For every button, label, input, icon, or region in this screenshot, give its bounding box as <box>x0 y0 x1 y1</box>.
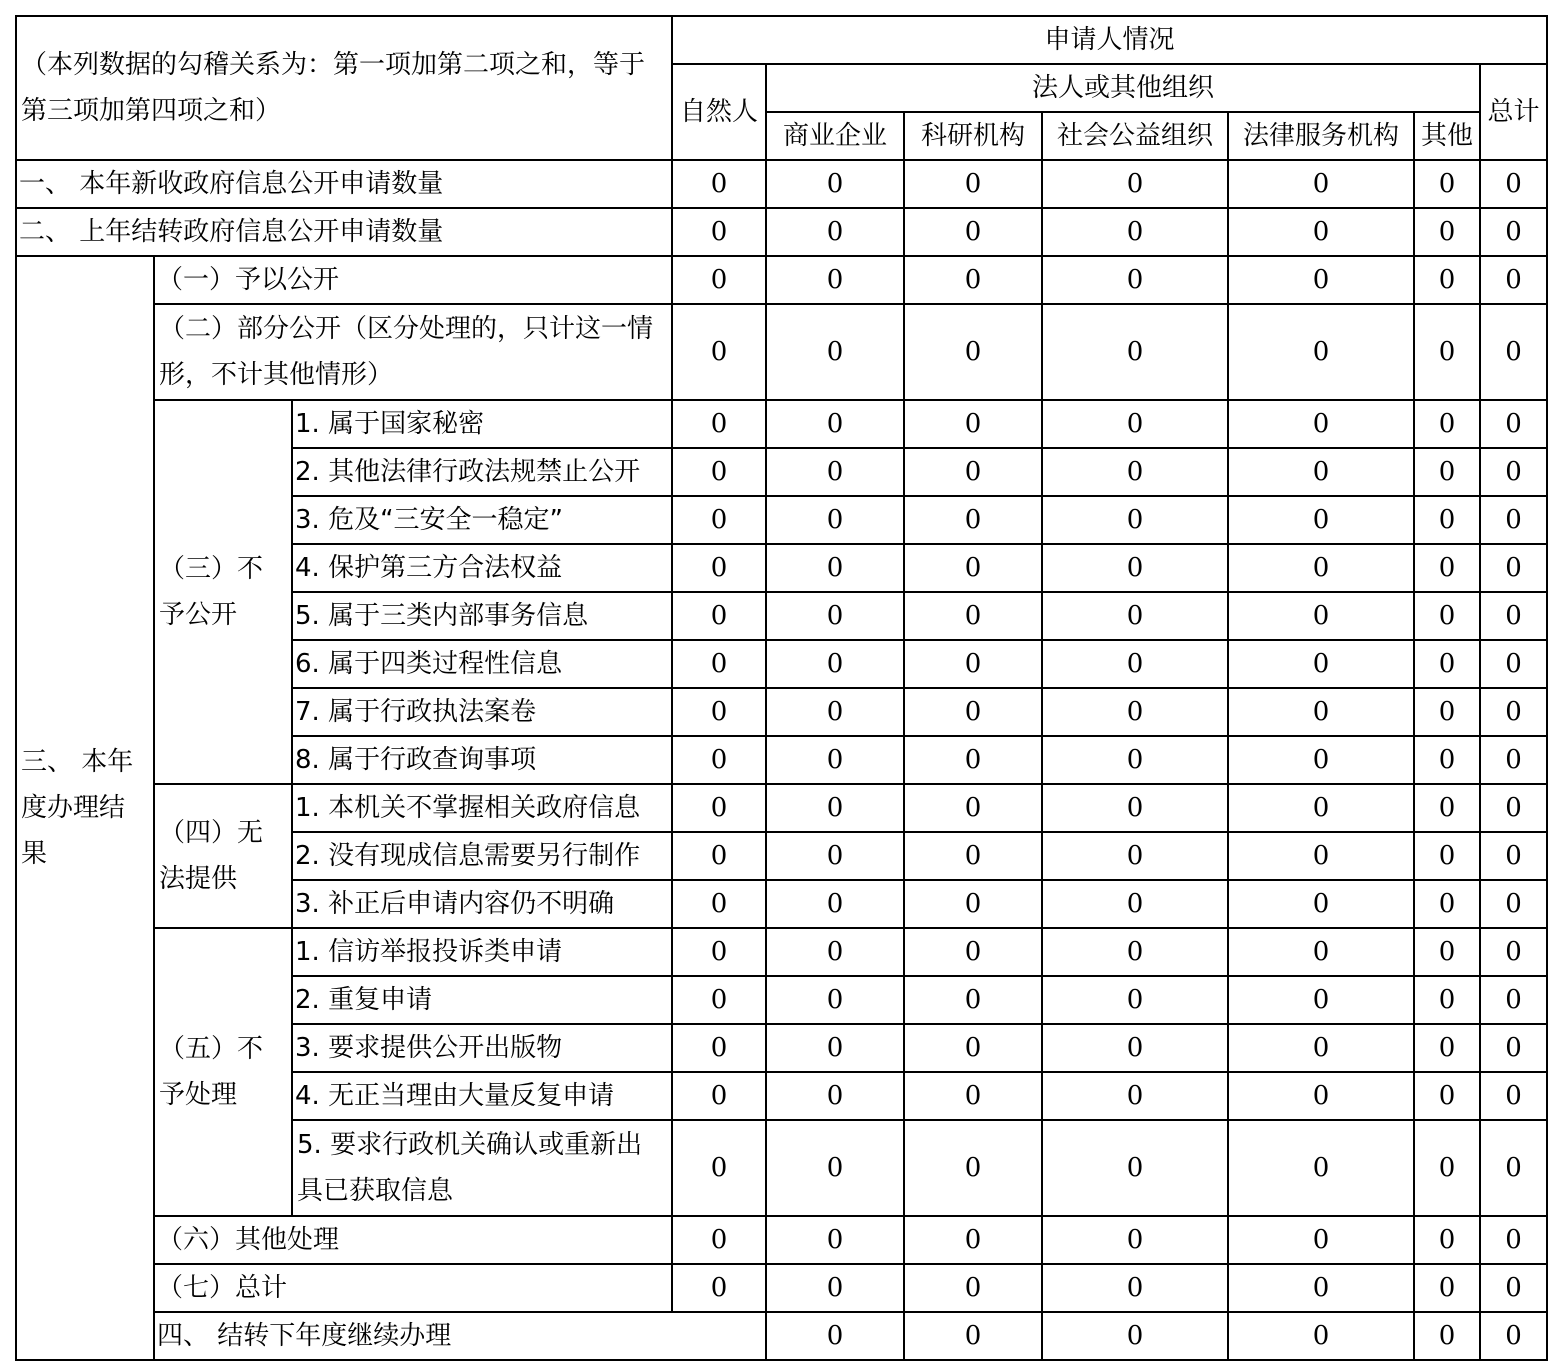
value-cell: 0 <box>1480 1120 1547 1216</box>
value-cell: 0 <box>766 592 904 640</box>
value-cell: 0 <box>1228 1264 1414 1312</box>
value-cell: 0 <box>904 880 1042 928</box>
value-cell: 0 <box>904 160 1042 208</box>
value-cell: 0 <box>672 400 766 448</box>
value-cell: 0 <box>1480 544 1547 592</box>
header-sub-commercial: 商业企业 <box>766 112 904 160</box>
value-cell: 0 <box>1414 304 1480 400</box>
header-sub-public-welfare: 社会公益组织 <box>1042 112 1228 160</box>
value-cell: 0 <box>1414 208 1480 256</box>
value-cell: 0 <box>672 928 766 976</box>
section-label: 三、 本年度办理结果 <box>16 256 154 1360</box>
header-note: （本列数据的勾稽关系为：第一项加第二项之和，等于第三项加第四项之和） <box>16 16 672 160</box>
value-cell: 0 <box>1480 304 1547 400</box>
row-label: 4. 保护第三方合法权益 <box>292 544 672 592</box>
value-cell: 0 <box>904 400 1042 448</box>
row-label: 四、 结转下年度继续办理 <box>154 1312 766 1360</box>
value-cell: 0 <box>1228 400 1414 448</box>
value-cell: 0 <box>1228 256 1414 304</box>
value-cell: 0 <box>1228 496 1414 544</box>
row-label: 1. 属于国家秘密 <box>292 400 672 448</box>
value-cell: 0 <box>766 688 904 736</box>
value-cell: 0 <box>1042 832 1228 880</box>
value-cell: 0 <box>672 256 766 304</box>
value-cell: 0 <box>766 208 904 256</box>
value-cell: 0 <box>1042 928 1228 976</box>
value-cell: 0 <box>1480 400 1547 448</box>
value-cell: 0 <box>766 1312 904 1360</box>
header-sub-other: 其他 <box>1414 112 1480 160</box>
value-cell: 0 <box>1042 640 1228 688</box>
row-label: （二）部分公开（区分处理的，只计这一情形，不计其他情形） <box>154 304 672 400</box>
row-label: 3. 要求提供公开出版物 <box>292 1024 672 1072</box>
value-cell: 0 <box>904 976 1042 1024</box>
value-cell: 0 <box>1480 256 1547 304</box>
value-cell: 0 <box>1042 1024 1228 1072</box>
value-cell: 0 <box>1042 784 1228 832</box>
value-cell: 0 <box>672 1264 766 1312</box>
value-cell: 0 <box>1042 1312 1228 1360</box>
value-cell: 0 <box>1480 832 1547 880</box>
value-cell: 0 <box>1414 928 1480 976</box>
value-cell: 0 <box>766 1264 904 1312</box>
value-cell: 0 <box>672 208 766 256</box>
value-cell: 0 <box>1228 832 1414 880</box>
value-cell: 0 <box>1042 448 1228 496</box>
value-cell: 0 <box>1228 640 1414 688</box>
value-cell: 0 <box>1414 784 1480 832</box>
value-cell: 0 <box>1228 976 1414 1024</box>
value-cell: 0 <box>672 496 766 544</box>
value-cell: 0 <box>1414 688 1480 736</box>
value-cell: 0 <box>904 928 1042 976</box>
value-cell: 0 <box>1042 1216 1228 1264</box>
row-label: 2. 重复申请 <box>292 976 672 1024</box>
value-cell: 0 <box>766 640 904 688</box>
value-cell: 0 <box>904 304 1042 400</box>
value-cell: 0 <box>904 496 1042 544</box>
value-cell: 0 <box>904 544 1042 592</box>
value-cell: 0 <box>672 448 766 496</box>
value-cell: 0 <box>1480 1216 1547 1264</box>
value-cell: 0 <box>672 976 766 1024</box>
value-cell: 0 <box>1228 208 1414 256</box>
value-cell: 0 <box>672 784 766 832</box>
value-cell: 0 <box>1228 928 1414 976</box>
value-cell: 0 <box>672 1072 766 1120</box>
header-natural-person: 自然人 <box>672 64 766 160</box>
row-label: 5. 要求行政机关确认或重新出具已获取信息 <box>292 1120 672 1216</box>
row-label: （七）总计 <box>154 1264 672 1312</box>
header-total: 总计 <box>1480 64 1547 160</box>
row-label: 一、 本年新收政府信息公开申请数量 <box>16 160 672 208</box>
row-label: 二、 上年结转政府信息公开申请数量 <box>16 208 672 256</box>
value-cell: 0 <box>1414 544 1480 592</box>
value-cell: 0 <box>766 832 904 880</box>
value-cell: 0 <box>904 1216 1042 1264</box>
value-cell: 0 <box>766 1216 904 1264</box>
value-cell: 0 <box>1414 160 1480 208</box>
value-cell: 0 <box>766 160 904 208</box>
value-cell: 0 <box>672 592 766 640</box>
value-cell: 0 <box>1414 256 1480 304</box>
value-cell: 0 <box>1042 400 1228 448</box>
value-cell: 0 <box>1414 448 1480 496</box>
row-label: 3. 危及“三安全一稳定” <box>292 496 672 544</box>
value-cell: 0 <box>766 448 904 496</box>
value-cell: 0 <box>904 832 1042 880</box>
header-sub-research: 科研机构 <box>904 112 1042 160</box>
value-cell: 0 <box>1228 160 1414 208</box>
value-cell: 0 <box>1480 1024 1547 1072</box>
value-cell: 0 <box>1414 976 1480 1024</box>
group-label: （五）不予处理 <box>154 928 292 1216</box>
value-cell: 0 <box>766 544 904 592</box>
value-cell: 0 <box>904 208 1042 256</box>
value-cell: 0 <box>1480 1072 1547 1120</box>
value-cell: 0 <box>1228 784 1414 832</box>
value-cell: 0 <box>672 832 766 880</box>
row-label: 8. 属于行政查询事项 <box>292 736 672 784</box>
value-cell: 0 <box>904 784 1042 832</box>
value-cell: 0 <box>1042 544 1228 592</box>
value-cell: 0 <box>904 1264 1042 1312</box>
value-cell: 0 <box>1480 160 1547 208</box>
value-cell: 0 <box>1414 1264 1480 1312</box>
value-cell: 0 <box>1042 592 1228 640</box>
value-cell: 0 <box>1414 1120 1480 1216</box>
value-cell: 0 <box>1042 880 1228 928</box>
value-cell: 0 <box>1042 160 1228 208</box>
value-cell: 0 <box>1228 1312 1414 1360</box>
value-cell: 0 <box>1414 1072 1480 1120</box>
disclosure-statistics-table <box>15 15 1548 1361</box>
value-cell: 0 <box>766 1072 904 1120</box>
value-cell: 0 <box>1414 496 1480 544</box>
row-label: 1. 本机关不掌握相关政府信息 <box>292 784 672 832</box>
value-cell: 0 <box>1480 208 1547 256</box>
value-cell: 0 <box>1042 256 1228 304</box>
value-cell: 0 <box>766 880 904 928</box>
row-label: 1. 信访举报投诉类申请 <box>292 928 672 976</box>
value-cell: 0 <box>1414 880 1480 928</box>
group-label: （四）无法提供 <box>154 784 292 928</box>
value-cell: 0 <box>672 688 766 736</box>
row-label: 3. 补正后申请内容仍不明确 <box>292 880 672 928</box>
value-cell: 0 <box>1414 1024 1480 1072</box>
value-cell: 0 <box>766 1024 904 1072</box>
group-label: （三）不予公开 <box>154 400 292 784</box>
value-cell: 0 <box>1414 1216 1480 1264</box>
value-cell: 0 <box>1228 544 1414 592</box>
value-cell: 0 <box>904 1312 1042 1360</box>
value-cell: 0 <box>1414 592 1480 640</box>
value-cell: 0 <box>1480 1264 1547 1312</box>
value-cell: 0 <box>1480 928 1547 976</box>
value-cell: 0 <box>1480 736 1547 784</box>
value-cell: 0 <box>1228 1216 1414 1264</box>
value-cell: 0 <box>1480 496 1547 544</box>
value-cell: 0 <box>1414 832 1480 880</box>
value-cell: 0 <box>766 256 904 304</box>
value-cell: 0 <box>766 304 904 400</box>
row-label: 5. 属于三类内部事务信息 <box>292 592 672 640</box>
row-label: 4. 无正当理由大量反复申请 <box>292 1072 672 1120</box>
header-applicant: 申请人情况 <box>672 16 1547 64</box>
value-cell: 0 <box>1042 736 1228 784</box>
value-cell: 0 <box>672 736 766 784</box>
value-cell: 0 <box>672 544 766 592</box>
value-cell: 0 <box>1042 688 1228 736</box>
value-cell: 0 <box>1228 880 1414 928</box>
value-cell: 0 <box>1228 1072 1414 1120</box>
value-cell: 0 <box>904 688 1042 736</box>
value-cell: 0 <box>672 160 766 208</box>
value-cell: 0 <box>672 304 766 400</box>
value-cell: 0 <box>904 1072 1042 1120</box>
value-cell: 0 <box>1042 1264 1228 1312</box>
value-cell: 0 <box>1414 736 1480 784</box>
value-cell: 0 <box>1414 1312 1480 1360</box>
value-cell: 0 <box>672 1216 766 1264</box>
value-cell: 0 <box>1414 640 1480 688</box>
value-cell: 0 <box>904 1120 1042 1216</box>
value-cell: 0 <box>1480 688 1547 736</box>
value-cell: 0 <box>1042 1072 1228 1120</box>
row-label: 7. 属于行政执法案卷 <box>292 688 672 736</box>
value-cell: 0 <box>1480 1312 1547 1360</box>
value-cell: 0 <box>1480 880 1547 928</box>
value-cell: 0 <box>1228 688 1414 736</box>
value-cell: 0 <box>766 496 904 544</box>
value-cell: 0 <box>672 880 766 928</box>
value-cell: 0 <box>1480 976 1547 1024</box>
value-cell: 0 <box>672 1120 766 1216</box>
value-cell: 0 <box>1480 640 1547 688</box>
value-cell: 0 <box>1042 304 1228 400</box>
value-cell: 0 <box>1042 496 1228 544</box>
value-cell: 0 <box>1228 448 1414 496</box>
value-cell: 0 <box>1228 592 1414 640</box>
value-cell: 0 <box>1042 208 1228 256</box>
value-cell: 0 <box>1228 1024 1414 1072</box>
value-cell: 0 <box>766 784 904 832</box>
value-cell: 0 <box>1228 304 1414 400</box>
value-cell: 0 <box>1414 400 1480 448</box>
value-cell: 0 <box>766 928 904 976</box>
value-cell: 0 <box>904 592 1042 640</box>
value-cell: 0 <box>1228 736 1414 784</box>
row-label: 2. 没有现成信息需要另行制作 <box>292 832 672 880</box>
row-label: 2. 其他法律行政法规禁止公开 <box>292 448 672 496</box>
value-cell: 0 <box>904 1024 1042 1072</box>
value-cell: 0 <box>904 736 1042 784</box>
value-cell: 0 <box>766 1120 904 1216</box>
value-cell: 0 <box>766 736 904 784</box>
value-cell: 0 <box>766 976 904 1024</box>
value-cell: 0 <box>672 1024 766 1072</box>
value-cell: 0 <box>1480 592 1547 640</box>
row-label: （一）予以公开 <box>154 256 672 304</box>
value-cell: 0 <box>1480 784 1547 832</box>
row-label: 6. 属于四类过程性信息 <box>292 640 672 688</box>
value-cell: 0 <box>766 400 904 448</box>
value-cell: 0 <box>1042 976 1228 1024</box>
value-cell: 0 <box>1480 448 1547 496</box>
value-cell: 0 <box>904 448 1042 496</box>
value-cell: 0 <box>904 256 1042 304</box>
value-cell: 0 <box>904 640 1042 688</box>
header-sub-legal-service: 法律服务机构 <box>1228 112 1414 160</box>
value-cell: 0 <box>1228 1120 1414 1216</box>
value-cell: 0 <box>672 640 766 688</box>
value-cell: 0 <box>1042 1120 1228 1216</box>
row-label: （六）其他处理 <box>154 1216 672 1264</box>
header-legal-group: 法人或其他组织 <box>766 64 1480 112</box>
